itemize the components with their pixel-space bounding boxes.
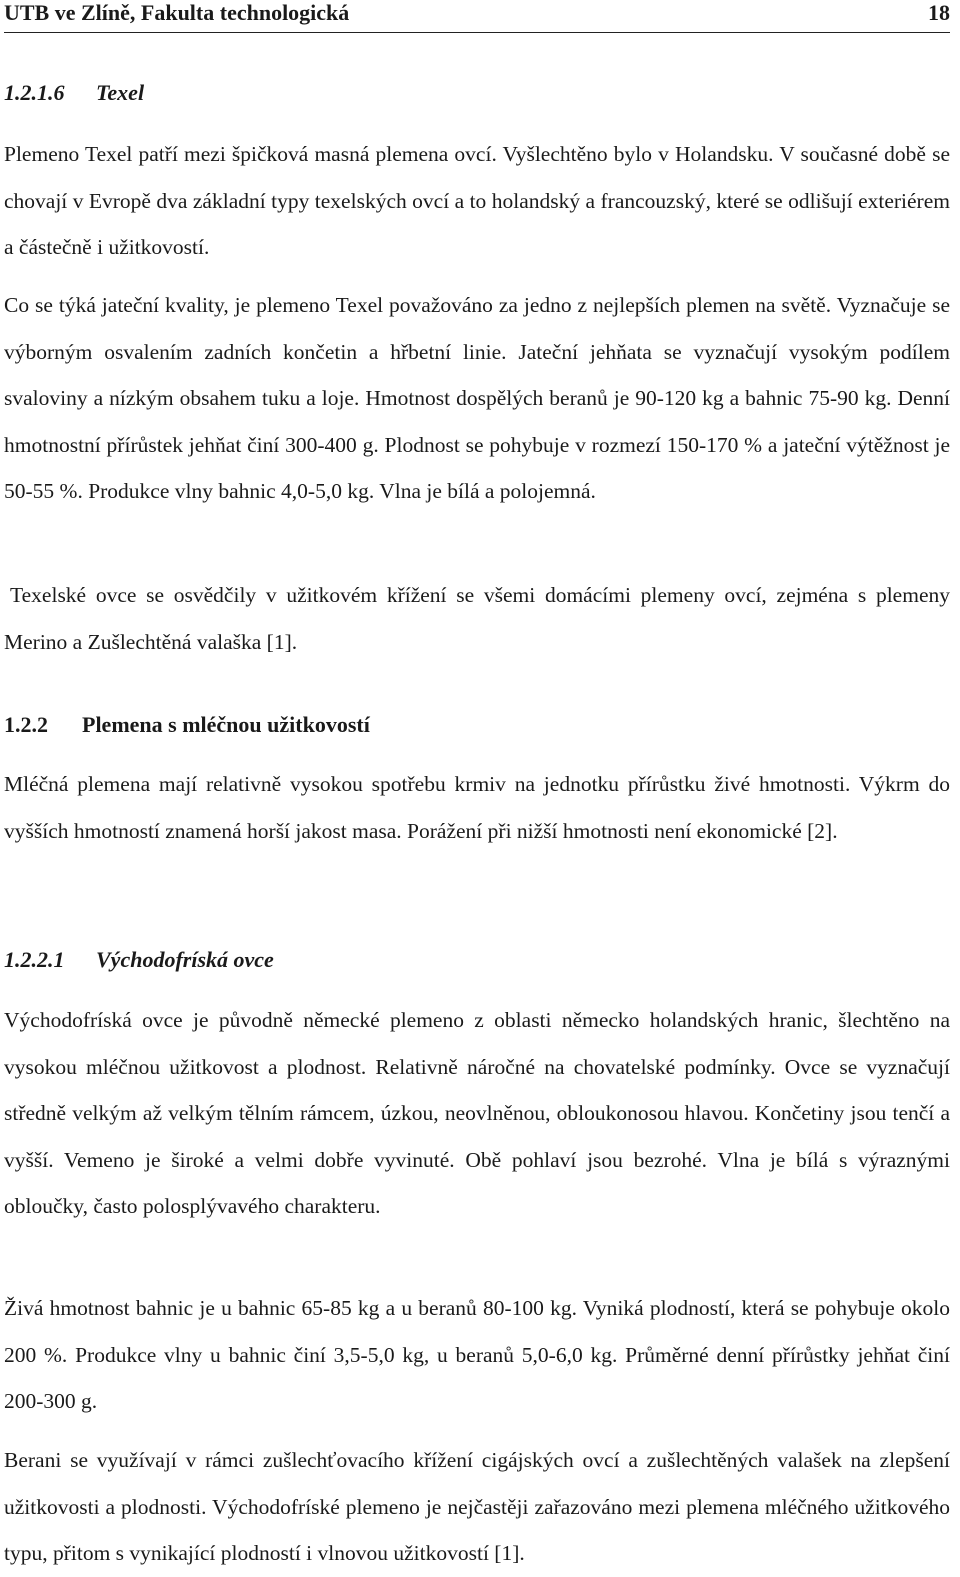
paragraph: Co se týká jateční kvality, je plemeno Texel považováno za jedno z nejlepších plemen na světě. Vyznačuje se výborným osvalením zadních končetin a hřbetní linie. Jateční jehňata se vyznačují vysokým podílem svaloviny a nízkým obsahem tuku a loje. Hmotnost dospělých beranů je 90-120 kg a bahnic 75-90 kg. Denní hmotnostní přírůstek jehňat činí 300-400 g. Plodnost se pohybuje v rozmezí 150-170 % a jateční výtěžnost je 50-55 %. Produkce vlny bahnic 4,0-5,0 kg. Vlna je bílá a polojemná. [4,293,950,503]
heading-number: 1.2.2 [4,712,48,737]
heading-title: Plemena s mléčnou užitkovostí [82,712,370,737]
heading-texel [4,80,144,106]
paragraph: Mléčná plemena mají relativně vysokou spotřebu krmiv na jednotku přírůstku živé hmotnosti. Výkrm do vyšších hmotností znamená horší jakost masa. Porážení při nižší hmotnosti není ekonomické [2]. [4,772,950,843]
page-number: 18 [928,0,950,25]
heading-east-friesian [4,947,274,973]
heading-number: 1.2.2.1 [4,947,65,972]
paragraph: Východofríská ovce je původně německé plemeno z oblasti německo holandských hranic, šlechtěno na vysokou mléčnou užitkovost a plodnost. Relativně náročné na chovatelské podmínky. Ovce se vyznačují středně velkým až velkým tělním rámcem, úzkou, neovlněnou, obloukonosou hlavou. Končetiny jsou tenčí a vyšší. Vemeno je široké a velmi dobře vyvinuté. Obě pohlaví jsou bezrohé. Vlna je bílá s výraznými obloučky, často polosplývavého charakteru. [4,1008,950,1218]
paragraph: Živá hmotnost bahnic je u bahnic 65-85 kg a u beranů 80-100 kg. Vyniká plodností, která se pohybuje okolo 200 %. Produkce vlny u bahnic činí 3,5-5,0 kg, u beranů 5,0-6,0 kg. Průměrné denní přírůstky jehňat činí 200-300 g. [4,1296,950,1413]
heading-title: Východofríská ovce [96,947,274,972]
heading-title: Texel [96,80,145,105]
paragraph: Texelské ovce se osvědčily v užitkovém křížení se všemi domácími plemeny ovcí, zejména s plemeny Merino a Zušlechtěná valaška [1]. [4,583,950,654]
paragraph: Plemeno Texel patří mezi špičková masná plemena ovcí. Vyšlechtěno bylo v Holandsku. V současné době se chovají v Evropě dva základní typy texelských ovcí a to holandský a francouzský, které se odlišují exteriérem a částečně i užitkovostí. [4,142,950,259]
page-header [4,0,950,33]
header-title: UTB ve Zlíně, Fakulta technologická [4,0,350,25]
paragraph: Berani se využívají v rámci zušlechťovacího křížení cigájských ovcí a zušlechtěných valašek na zlepšení užitkovosti a plodnosti. Východofríské plemeno je nejčastěji zařazováno mezi plemena mléčného užitkového typu, přitom s vynikající plodností i vlnovou užitkovostí [1]. [4,1448,950,1565]
heading-dairy-breeds [4,712,370,738]
heading-number: 1.2.1.6 [4,80,65,105]
